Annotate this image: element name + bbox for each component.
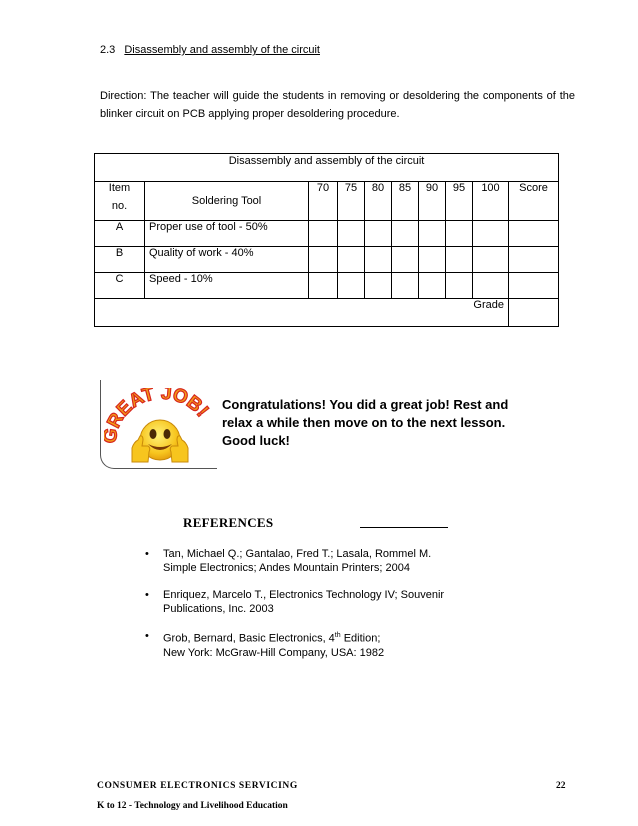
reference-item [145, 629, 465, 660]
score-cell [419, 247, 446, 273]
row-criterion: Quality of work - 40% [145, 247, 309, 273]
header-score-75: 75 [338, 182, 365, 221]
row-criterion: Speed - 10% [145, 273, 309, 299]
grade-cell [509, 299, 559, 327]
score-cell [309, 247, 338, 273]
reference-line: New York: McGraw-Hill Company, USA: 1982 [163, 646, 385, 659]
header-item-line1: Item [108, 182, 131, 194]
table-caption: Disassembly and assembly of the circuit [95, 154, 559, 182]
reference-line [163, 629, 465, 646]
score-cell [473, 273, 509, 299]
reference-line: Tan, Michael Q.; Gantalao, Fred T.; Lasala, Rommel M. [163, 548, 432, 560]
header-score-100: 100 [473, 182, 509, 221]
references-list [145, 547, 465, 673]
header-score: Score [509, 182, 559, 221]
reference-item [145, 547, 465, 575]
score-cell [365, 273, 392, 299]
score-cell [509, 273, 559, 299]
row-item: B [95, 247, 145, 273]
page-number: 22 [556, 781, 566, 791]
header-score-80: 80 [365, 182, 392, 221]
score-cell [338, 221, 365, 247]
great-job-lettering: REAT JOB! [104, 388, 213, 432]
bullet: • [145, 589, 149, 601]
score-cell [309, 273, 338, 299]
table-row [95, 221, 559, 247]
congrats-line: Good luck! [222, 433, 290, 448]
header-item [95, 182, 145, 221]
section-number: 2.3 [100, 44, 116, 56]
references-rule [360, 527, 448, 528]
table-row [95, 247, 559, 273]
header-tool: Soldering Tool [145, 182, 309, 221]
score-cell [338, 273, 365, 299]
congrats-line: relax a while then move on to the next lesson. [222, 415, 506, 430]
table-header-row [95, 182, 559, 221]
reference-item [145, 588, 465, 616]
score-cell [392, 273, 419, 299]
reference-text: Edition; [340, 632, 381, 645]
score-cell [365, 221, 392, 247]
header-score-70: 70 [309, 182, 338, 221]
references-heading: REFERENCES [183, 515, 274, 530]
bullet: • [145, 630, 149, 642]
score-cell [473, 221, 509, 247]
score-cell [473, 247, 509, 273]
score-cell [446, 247, 473, 273]
score-cell [419, 221, 446, 247]
reference-line: Simple Electronics; Andes Mountain Printers; 2004 [163, 562, 411, 574]
section-title: Disassembly and assembly of the circuit [124, 44, 320, 56]
score-cell [446, 221, 473, 247]
congrats-message [222, 396, 532, 450]
reference-superscript: th [334, 632, 341, 639]
reference-line: Enriquez, Marcelo T., Electronics Technology IV; Souvenir [163, 589, 445, 601]
row-item: C [95, 273, 145, 299]
rubric-table [94, 153, 559, 327]
score-cell [309, 221, 338, 247]
score-cell [419, 273, 446, 299]
score-cell [509, 247, 559, 273]
footer-program: K to 12 - Technology and Livelihood Education [97, 801, 288, 811]
footer-course: CONSUMER ELECTRONICS SERVICING [97, 781, 298, 791]
header-item-line2: no. [111, 200, 128, 212]
score-cell [365, 247, 392, 273]
congrats-line: Congratulations! You did a great job! Rest and [222, 397, 509, 412]
reference-line: Publications, Inc. 2003 [163, 603, 274, 615]
score-cell [446, 273, 473, 299]
score-cell [392, 221, 419, 247]
header-score-90: 90 [419, 182, 446, 221]
table-row [95, 273, 559, 299]
row-criterion: Proper use of tool - 50% [145, 221, 309, 247]
score-cell [509, 221, 559, 247]
score-cell [338, 247, 365, 273]
reference-text: Grob, Bernard, Basic Electronics, 4 [163, 632, 335, 645]
grade-label: Grade [95, 299, 509, 327]
great-job-image [104, 388, 216, 468]
row-item: A [95, 221, 145, 247]
grade-row [95, 299, 559, 327]
score-cell [392, 247, 419, 273]
header-score-85: 85 [392, 182, 419, 221]
direction-text: Direction: The teacher will guide the students in removing or desoldering the components of the blinker circuit on PCB applying proper desoldering procedure. [100, 90, 575, 120]
bullet: • [145, 548, 149, 560]
section-heading [100, 44, 320, 56]
header-score-95: 95 [446, 182, 473, 221]
